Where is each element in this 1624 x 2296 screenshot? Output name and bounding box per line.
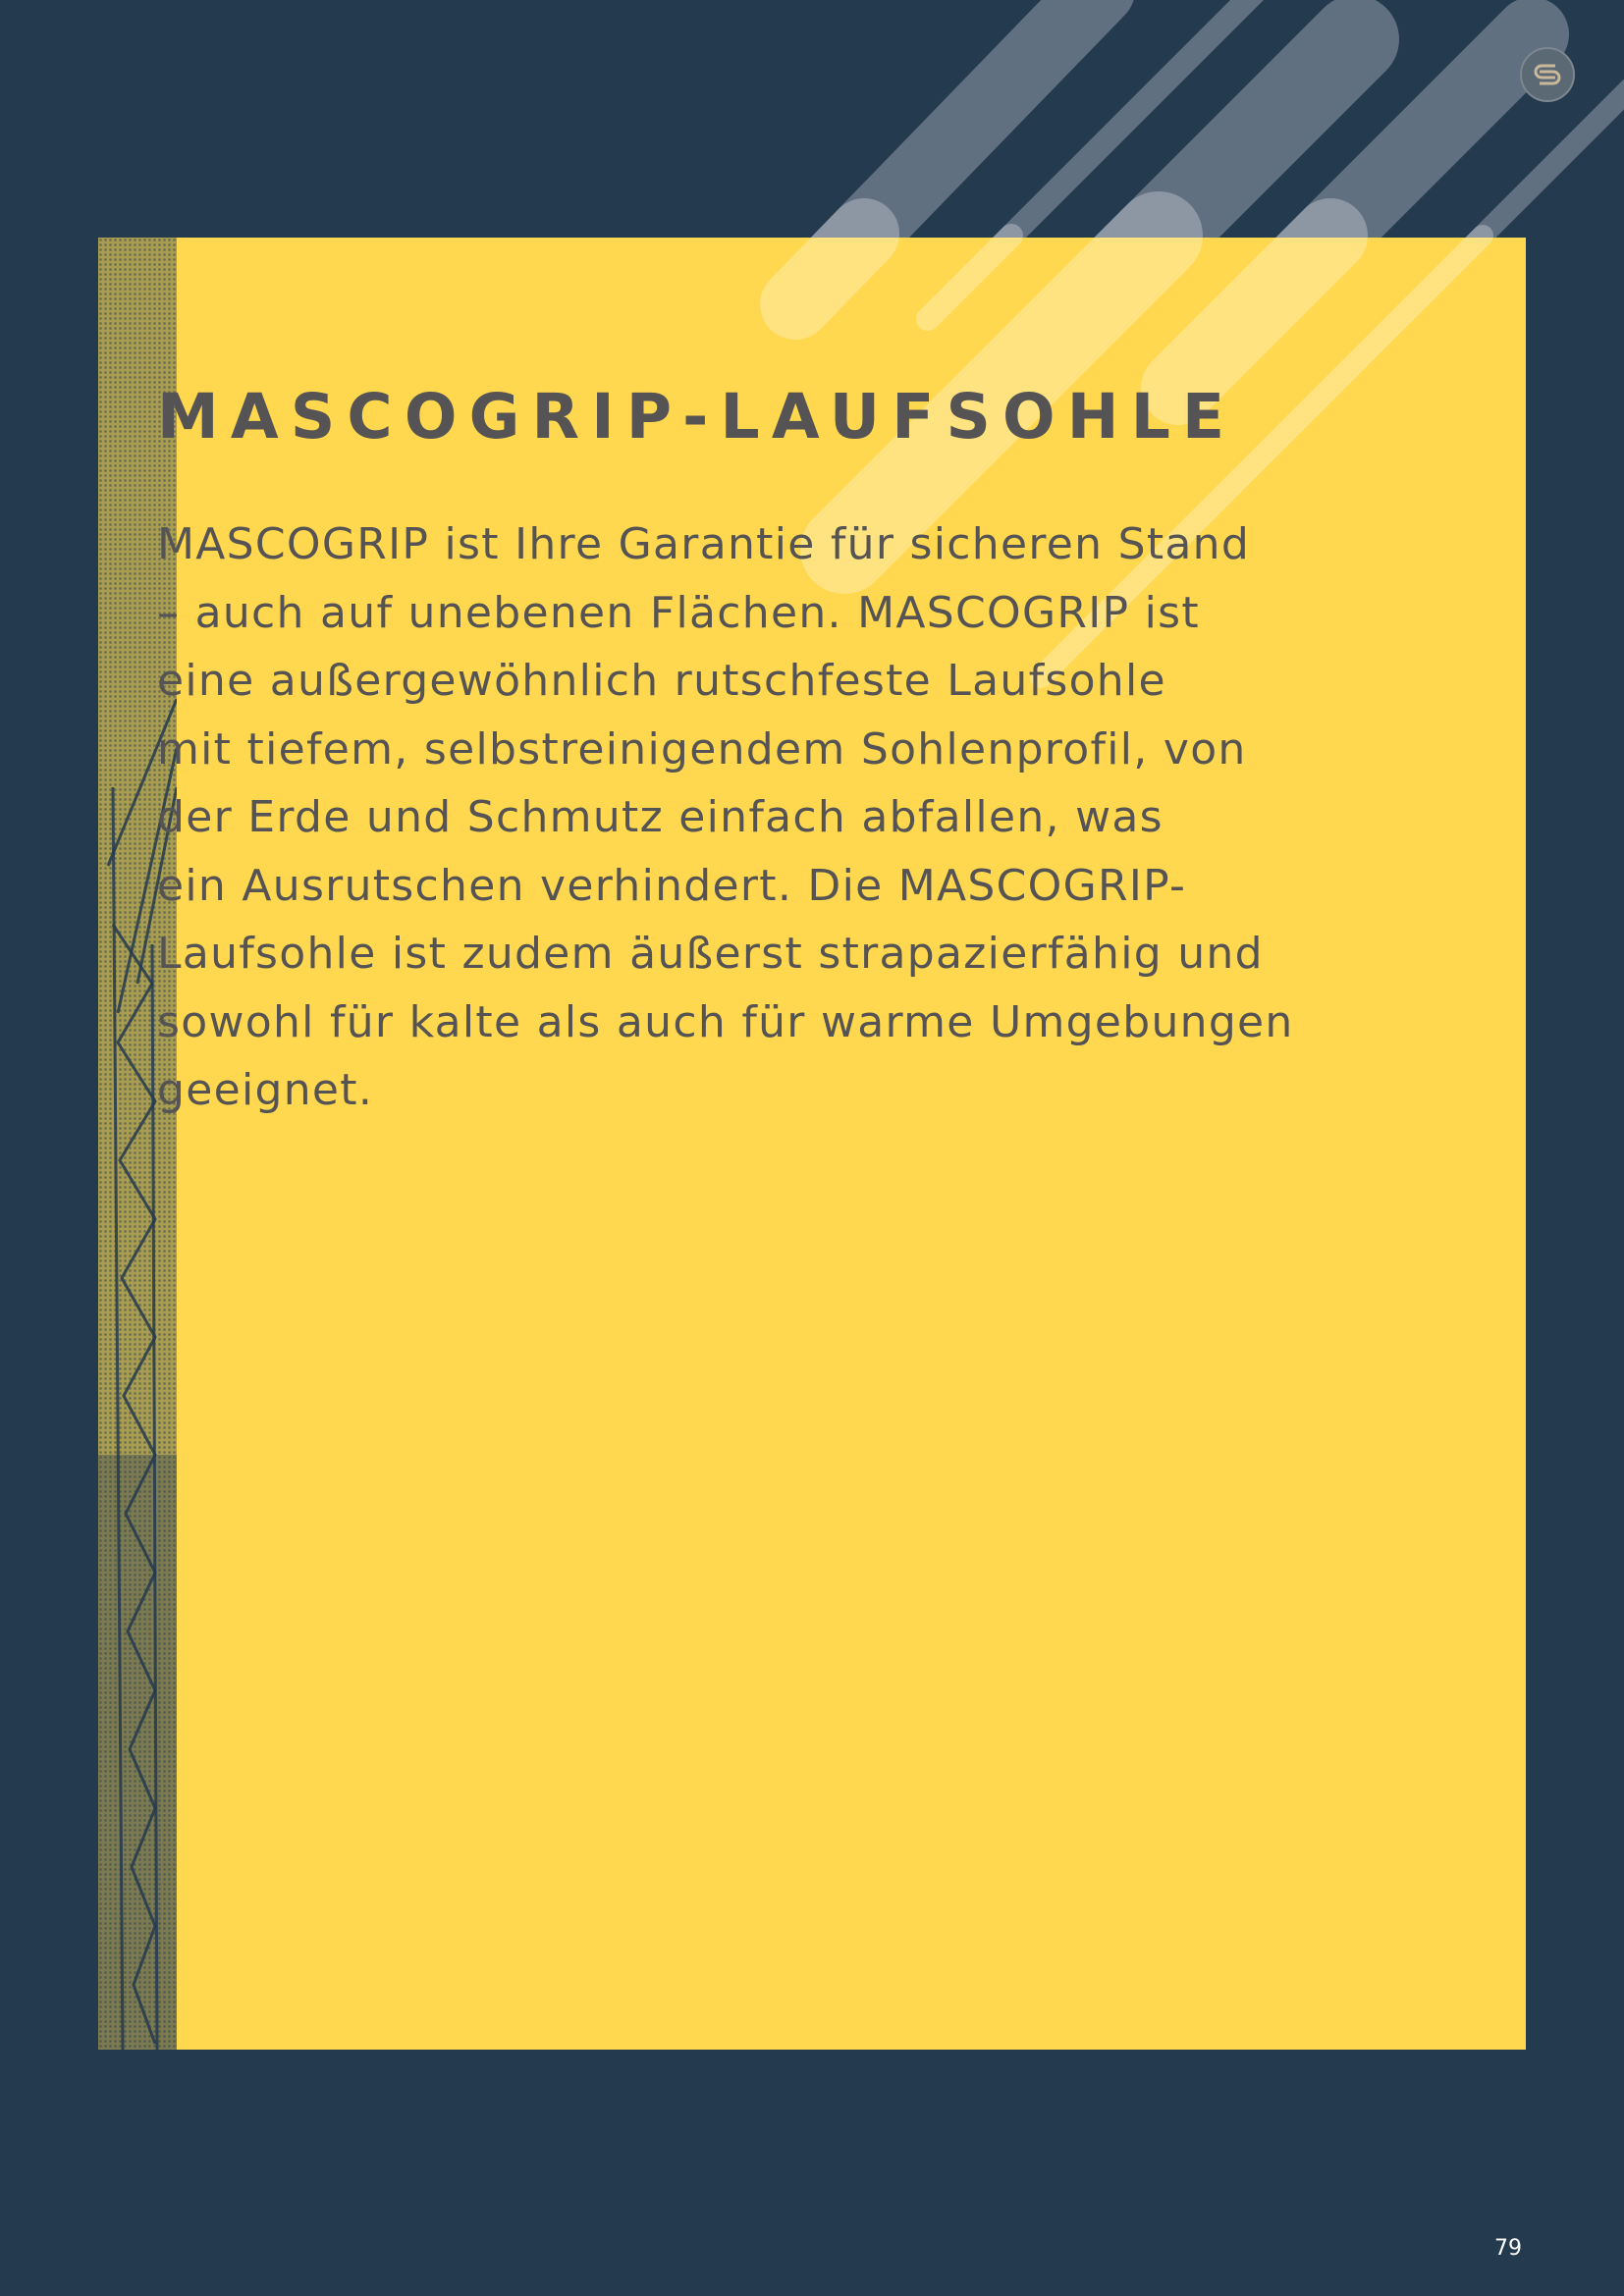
page-heading: MASCOGRIP-LAUFSOHLE: [157, 381, 1237, 453]
page-number: 79: [1494, 2236, 1522, 2261]
content-panel: [98, 238, 1526, 2050]
brand-logo-icon: [1520, 47, 1575, 102]
crane-tower-halftone-image: [98, 238, 177, 2050]
body-line: mit tiefem, selbstreinigendem Sohlenprofil, von: [157, 723, 1247, 774]
body-line: der Erde und Schmutz einfach abfallen, was: [157, 792, 1164, 842]
body-line: MASCOGRIP ist Ihre Garantie für sicheren Stand: [157, 519, 1251, 569]
crane-tower-icon: [98, 238, 177, 2050]
body-line: eine außergewöhnlich rutschfeste Laufsohle: [157, 656, 1166, 706]
body-line: Laufsohle ist zudem äußerst strapazierfähig und: [157, 929, 1264, 979]
body-line: sowohl für kalte als auch für warme Umgebungen: [157, 996, 1294, 1047]
logo-mark-icon: [1522, 49, 1573, 100]
body-line: ein Ausrutschen verhindert. Die MASCOGRIP-: [157, 860, 1187, 911]
body-paragraph: [157, 510, 1335, 1125]
body-line: – auch auf unebenen Flächen. MASCOGRIP ist: [157, 587, 1200, 638]
body-line: geeignet.: [157, 1065, 374, 1115]
